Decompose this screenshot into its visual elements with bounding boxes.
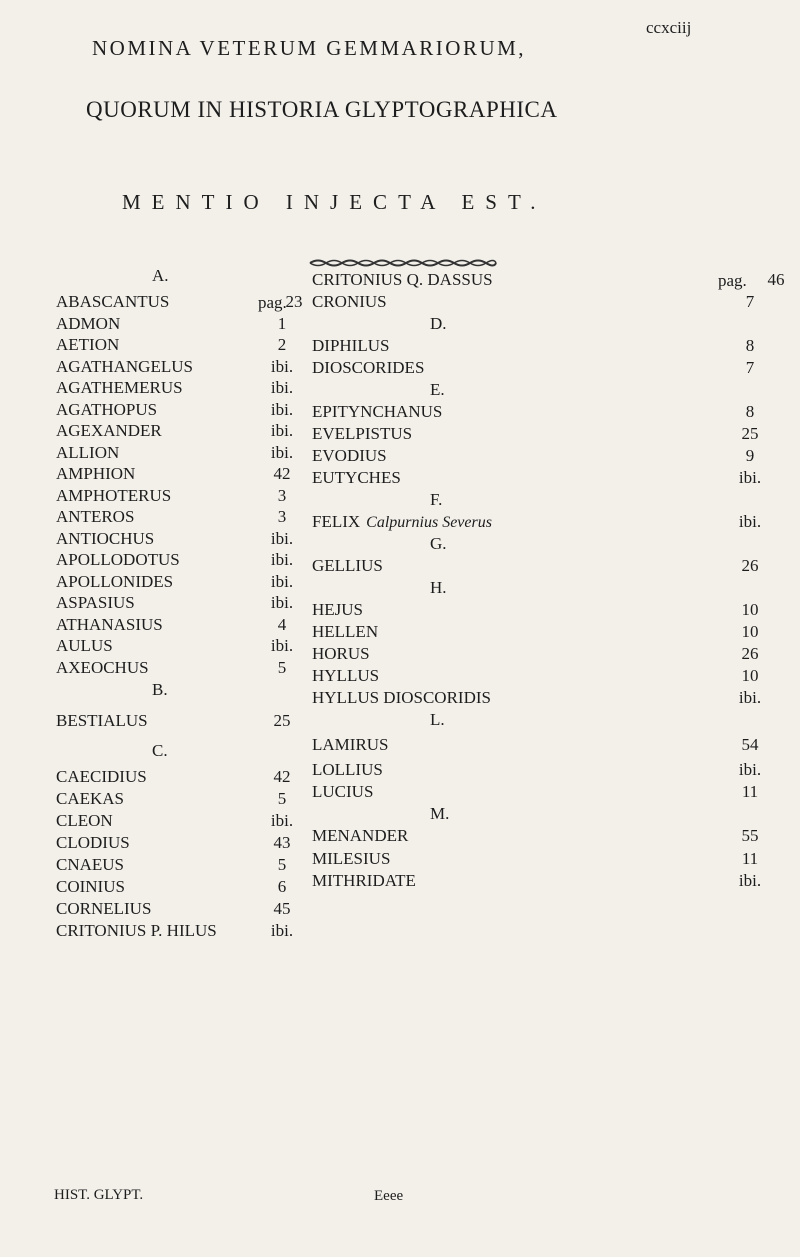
list-item-page: ibi.: [270, 357, 294, 376]
list-item-page: 54: [741, 735, 759, 754]
section-letter: M.: [430, 804, 450, 823]
list-item-name: ALLION: [56, 443, 120, 462]
list-item-page: 1: [277, 314, 287, 333]
list-item-name: ATHANASIUS: [56, 615, 163, 634]
list-item-name: FELIX Calpurnius Severus: [312, 512, 492, 531]
list-item-name: MITHRIDATE: [312, 871, 416, 890]
list-item-name: MENANDER: [312, 826, 409, 845]
list-item-page: ibi.: [270, 811, 294, 830]
list-item-name: EVELPISTUS: [312, 424, 413, 443]
list-item-page: 10: [741, 600, 759, 619]
list-item-page: 2: [277, 335, 287, 354]
list-item-name: LUCIUS: [312, 782, 374, 801]
list-item-page: ibi.: [270, 572, 294, 591]
list-item-page: 5: [277, 789, 287, 808]
list-item-name: CLODIUS: [56, 833, 130, 852]
list-item-name: HORUS: [312, 644, 370, 663]
list-item-name: MILESIUS: [312, 849, 391, 868]
list-item-name: ANTIOCHUS: [56, 529, 155, 548]
list-item-name: DIPHILUS: [312, 336, 390, 355]
list-item-page: 5: [277, 855, 287, 874]
list-item-page: 55: [741, 826, 759, 845]
title-line-2: QUORUM IN HISTORIA GLYPTOGRAPHICA: [86, 97, 558, 122]
section-letter: D.: [430, 314, 447, 333]
list-item-page: 4: [277, 615, 287, 634]
list-item-name: ANTEROS: [56, 507, 135, 526]
list-item-page: 46: [767, 270, 785, 289]
section-letter: B.: [152, 680, 168, 699]
list-item-name-italic: Calpurnius Severus: [366, 514, 492, 531]
list-item-page: 10: [741, 666, 759, 685]
list-item-page: ibi.: [270, 593, 294, 612]
list-item-name: AGATHANGELUS: [56, 357, 193, 376]
title-line-1: NOMINA VETERUM GEMMARIORUM,: [92, 36, 527, 60]
list-item-page: ibi.: [270, 921, 294, 940]
list-item-name: EVODIUS: [312, 446, 387, 465]
list-item-page: 6: [277, 877, 287, 896]
pag-label: pag.: [258, 293, 287, 312]
running-title: HIST. GLYPT.: [54, 1187, 144, 1203]
list-item-page: ibi.: [270, 421, 294, 440]
list-item-page: ibi.: [738, 688, 762, 707]
list-item-page: 9: [745, 446, 755, 465]
section-letter: L.: [430, 710, 445, 729]
list-item-page: ibi.: [270, 400, 294, 419]
list-item-page: 7: [745, 292, 755, 311]
list-item-page: 11: [741, 782, 759, 801]
list-item-name: LOLLIUS: [312, 760, 383, 779]
list-item-page: ibi.: [738, 512, 762, 531]
list-item-page: ibi.: [738, 468, 762, 487]
list-item-page: 25: [741, 424, 759, 443]
list-item-name: CRITONIUS P. HILUS: [56, 921, 217, 940]
list-item-name: AETION: [56, 335, 120, 354]
ornament-rule: [308, 258, 498, 268]
list-item-page: 3: [277, 486, 287, 505]
list-item-page: ibi.: [270, 443, 294, 462]
list-item-name: CRONIUS: [312, 292, 387, 311]
list-item-page: 23: [285, 292, 303, 311]
list-item-page: 10: [741, 622, 759, 641]
section-letter: H.: [430, 578, 447, 597]
section-letter: G.: [430, 534, 447, 553]
list-item-page: ibi.: [738, 871, 762, 890]
list-item-name: AGEXANDER: [56, 421, 162, 440]
list-item-name: APOLLODOTUS: [56, 550, 180, 569]
list-item-page: 43: [273, 833, 291, 852]
list-item-name: GELLIUS: [312, 556, 383, 575]
list-item-page: 45: [273, 899, 291, 918]
list-item-name: ABASCANTUS: [56, 292, 170, 311]
list-item-name: EUTYCHES: [312, 468, 401, 487]
list-item-name: DIOSCORIDES: [312, 358, 425, 377]
list-item-page: 25: [273, 711, 291, 730]
list-item-page: 5: [277, 658, 287, 677]
list-item-name: EPITYNCHANUS: [312, 402, 443, 421]
list-item-name: CNAEUS: [56, 855, 125, 874]
list-item-page: 26: [741, 556, 759, 575]
list-item-page: 26: [741, 644, 759, 663]
list-item-name: BESTIALUS: [56, 711, 148, 730]
signature-mark: Eeee: [374, 1188, 404, 1204]
list-item-page: 42: [273, 464, 291, 483]
list-item-name: CRITONIUS Q. DASSUS: [312, 270, 493, 289]
list-item-page: ibi.: [270, 636, 294, 655]
list-item-name: AMPHION: [56, 464, 136, 483]
list-item-name: HEJUS: [312, 600, 364, 619]
section-letter: E.: [430, 380, 445, 399]
list-item-name: AGATHOPUS: [56, 400, 158, 419]
list-item-page: ibi.: [270, 529, 294, 548]
section-letter: A.: [152, 266, 169, 285]
list-item-name: ADMON: [56, 314, 121, 333]
list-item-page: ibi.: [738, 760, 762, 779]
list-item-page: ibi.: [270, 378, 294, 397]
list-item-page: 8: [745, 402, 755, 421]
list-item-name: AULUS: [56, 636, 113, 655]
page-number: ccxciij: [646, 18, 692, 37]
list-item-page: 11: [741, 849, 759, 868]
list-item-page: 42: [273, 767, 291, 786]
list-item-name: COINIUS: [56, 877, 125, 896]
list-item-name: HYLLUS: [312, 666, 380, 685]
pag-label: pag.: [718, 271, 747, 290]
list-item-name: CLEON: [56, 811, 113, 830]
section-letter: C.: [152, 741, 168, 760]
list-item-page: 7: [745, 358, 755, 377]
list-item-page: 8: [745, 336, 755, 355]
list-item-page: 3: [277, 507, 287, 526]
list-item-name: CAECIDIUS: [56, 767, 147, 786]
list-item-name: CAEKAS: [56, 789, 125, 808]
list-item-name: AXEOCHUS: [56, 658, 149, 677]
list-item-name: HYLLUS DIOSCORIDIS: [312, 688, 491, 707]
list-item-name: ASPASIUS: [56, 593, 135, 612]
title-line-3: MENTIO INJECTA EST.: [122, 190, 547, 214]
list-item-name: AGATHEMERUS: [56, 378, 183, 397]
list-item-name: HELLEN: [312, 622, 379, 641]
list-item-name: AMPHOTERUS: [56, 486, 172, 505]
list-item-name: APOLLONIDES: [56, 572, 174, 591]
list-item-name: CORNELIUS: [56, 899, 152, 918]
list-item-page: ibi.: [270, 550, 294, 569]
section-letter: F.: [430, 490, 443, 509]
list-item-name: LAMIRUS: [312, 735, 389, 754]
